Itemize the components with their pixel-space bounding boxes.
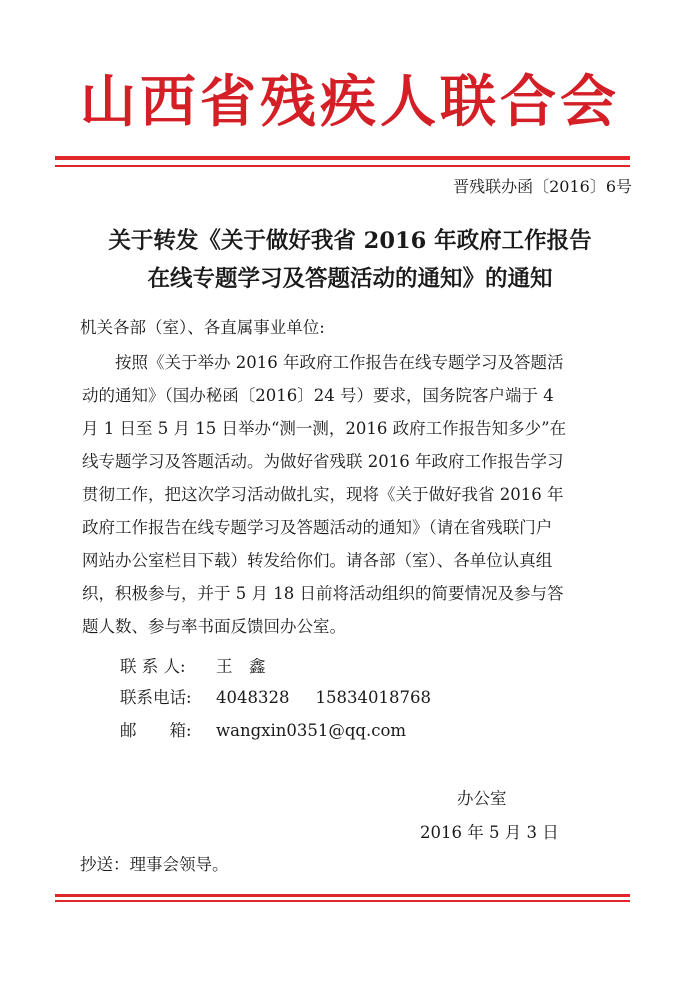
contact-phone-office: 4048328 [216,688,290,707]
contact-phone-label: 联系电话: [120,688,192,707]
contact-email-label: 邮 箱: [120,721,192,740]
document-number: 晋残联办函〔2016〕6号 [453,177,632,196]
title-line-1: 关于转发《关于做好我省 2016 年政府工作报告 [108,228,592,254]
signature-office: 办公室 [457,789,507,808]
footer-divider-thin [55,900,630,902]
paragraph-line: 题人数、参与率书面反馈回办公室。 [82,617,346,636]
paragraph-line: 网站办公室栏目下载）转发给你们。请各部（室）、各单位认真组 [82,551,553,570]
paragraph-line: 按照《关于举办 2016 年政府工作报告在线专题学习及答题活 [82,353,564,372]
contact-person-label: 联 系 人: [120,657,186,676]
paragraph-line: 政府工作报告在线专题学习及答题活动的通知》（请在省残联门户 [82,518,553,537]
header-divider-thin [55,165,630,167]
paragraph-line: 线专题学习及答题活动。为做好省残联 2016 年政府工作报告学习 [82,452,564,471]
paragraph-line: 贯彻工作，把这次学习活动做扎实，现将《关于做好我省 2016 年 [82,485,564,504]
carbon-copy-line: 抄送：理事会领导。 [80,855,229,874]
header-divider-thick [55,156,630,160]
contact-person-name: 王 鑫 [216,657,266,676]
paragraph-line: 织，积极参与，并于 5 月 18 日前将活动组织的简要情况及参与答 [82,584,564,603]
salutation: 机关各部（室）、各直属事业单位: [80,318,325,337]
paragraph-line: 动的通知》（国办秘函〔2016〕24 号）要求，国务院客户端于 4 [82,386,554,405]
document-title [0,222,700,298]
org-masthead: 山西省残疾人联合会 [80,69,620,135]
contact-phone-row [120,686,431,710]
title-line-2: 在线专题学习及答题活动的通知》的通知 [147,266,553,292]
contact-email-address: wangxin0351@qq.com [216,721,407,740]
paragraph-line: 月 1 日至 5 月 15 日举办“测一测，2016 政府工作报告知多少”在 [82,419,567,438]
contact-person-row [120,655,266,679]
contact-email-row [120,719,406,743]
contact-phone-mobile: 15834018768 [315,688,431,707]
signature-date: 2016 年 5 月 3 日 [420,823,559,842]
footer-divider-thick [55,894,630,897]
